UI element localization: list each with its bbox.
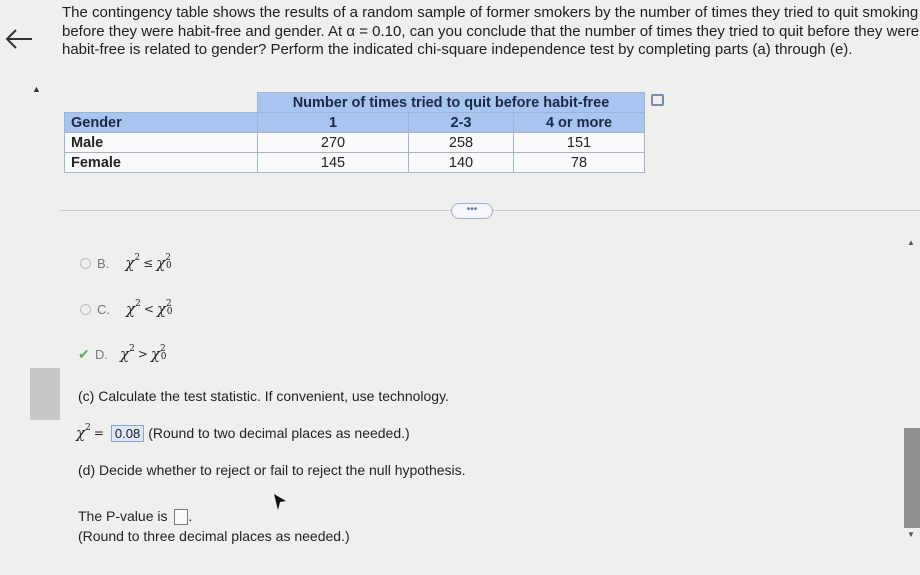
pvalue-label: The P-value is — [78, 508, 168, 524]
option-letter: B. — [97, 255, 110, 271]
radio-button[interactable] — [80, 258, 91, 269]
pvalue-rounding-hint: (Round to three decimal places as needed.) — [78, 528, 350, 544]
pvalue-line — [78, 508, 192, 525]
test-statistic-answer[interactable]: 0.08 — [111, 425, 144, 442]
back-arrow-icon[interactable] — [2, 26, 36, 52]
left-scroll-indicator — [30, 368, 60, 420]
table-cell: 145 — [258, 153, 409, 173]
part-d-prompt: (d) Decide whether to reject or fail to reject the null hypothesis. — [78, 462, 466, 478]
column-header: 1 — [258, 113, 409, 133]
option-formula: χ $^2$ < χ $^2$ $_0$ — [126, 299, 173, 318]
table-cell: 270 — [258, 133, 409, 153]
column-header: 2-3 — [409, 113, 514, 133]
table-row — [65, 133, 645, 153]
option-d[interactable] — [78, 343, 166, 365]
part-c-prompt: (c) Calculate the test statistic. If convenient, use technology. — [78, 388, 449, 404]
collapse-arrow-icon[interactable]: ▲ — [32, 84, 41, 94]
table-cell: 151 — [514, 133, 645, 153]
checkmark-icon: ✔ — [78, 345, 90, 362]
table-corner — [65, 93, 258, 113]
rounding-hint: (Round to two decimal places as needed.) — [148, 425, 410, 441]
expand-button[interactable]: ••• — [451, 203, 493, 219]
chi-square-symbol: χ $^2$ = — [76, 423, 104, 442]
scrollbar-thumb[interactable] — [904, 428, 920, 528]
table-row — [65, 153, 645, 173]
scroll-down-icon[interactable]: ▼ — [907, 530, 915, 539]
mouse-cursor-icon — [272, 492, 288, 514]
option-letter: C. — [97, 301, 110, 317]
option-letter: D. — [95, 346, 108, 362]
contingency-table-container — [64, 92, 645, 173]
pvalue-suffix: . — [188, 508, 193, 524]
row-label: Male — [65, 133, 258, 153]
test-statistic-line — [76, 424, 410, 442]
column-header: 4 or more — [514, 113, 645, 133]
option-c[interactable] — [80, 298, 172, 320]
table-group-header: Number of times tried to quit before habit-free — [258, 93, 645, 113]
problem-statement: The contingency table shows the results of a random sample of former smokers by the number of times they tried to quit smoking before they were habit-free and gender. At α = 0.10, can you conclude that the number of times they tried to quit before they were habit-free is related to gender? Perform the indicated chi-square independence test by completing parts (a) through (e). — [62, 4, 920, 58]
pvalue-input[interactable] — [174, 509, 188, 525]
option-b[interactable] — [80, 252, 172, 274]
table-row-header: Gender — [65, 113, 258, 133]
radio-button[interactable] — [80, 304, 91, 315]
copy-table-icon[interactable] — [651, 94, 664, 106]
option-formula: χ $^2$ ≤ χ $^2$ $_0$ — [125, 253, 172, 272]
table-cell: 140 — [409, 153, 514, 173]
table-cell: 258 — [409, 133, 514, 153]
option-formula: χ $^2$ > χ $^2$ $_0$ — [120, 344, 167, 363]
table-cell: 78 — [514, 153, 645, 173]
scroll-up-icon[interactable]: ▲ — [907, 238, 915, 247]
contingency-table — [64, 92, 645, 173]
row-label: Female — [65, 153, 258, 173]
